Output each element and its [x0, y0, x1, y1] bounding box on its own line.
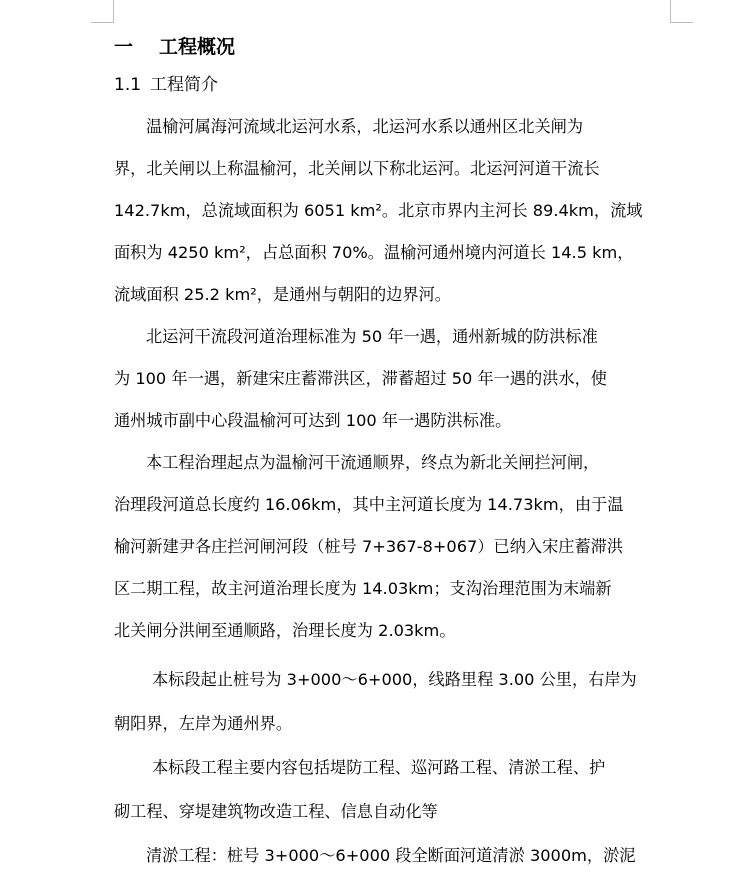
- paragraph-line: 142.7km，总流域面积为 6051 km²。北京市界内主河长 89.4km，流域: [114, 201, 643, 220]
- section-number: 一: [114, 36, 134, 58]
- paragraph-line: 北关闸分洪闸至通顺路，治理长度为 2.03km。: [114, 621, 456, 640]
- section-heading: [114, 30, 670, 64]
- subsection-number: 1.1: [114, 75, 142, 95]
- paragraph: [114, 834, 670, 876]
- paragraph-line: 朝阳界，左岸为通州界。: [114, 714, 293, 733]
- paragraph-line: 治理段河道总长度约 16.06km，其中主河道长度为 14.73km，由于温: [114, 495, 624, 514]
- paragraph-line: 面积为 4250 km²，占总面积 70%。温榆河通州境内河道长 14.5 km，: [114, 243, 634, 262]
- paragraph-line: 本工程治理起点为温榆河干流通顺界，终点为新北关闸拦河闸，: [146, 453, 600, 472]
- paragraph-line: 温榆河属海河流域北运河水系，北运河水系以通州区北关闸为: [146, 117, 584, 136]
- paragraph-line: 清淤工程：桩号 3+000～6+000 段全断面河道清淤 3000m，淤泥: [146, 846, 636, 865]
- paragraph-line: 本标段工程主要内容包括堤防工程、巡河路工程、清淤工程、护: [152, 758, 606, 777]
- paragraph-line: 为 100 年一遇，新建宋庄蓄滞洪区，滞蓄超过 50 年一遇的洪水，使: [114, 369, 607, 388]
- paragraph: [114, 106, 670, 316]
- page-corner-mark-left: [91, 0, 114, 23]
- paragraph-line: 砌工程、穿堤建筑物改造工程、信息自动化等: [114, 802, 438, 821]
- section-title: 工程概况: [159, 36, 236, 58]
- paragraph-line: 通州城市副中心段温榆河可达到 100 年一遇防洪标准。: [114, 411, 512, 430]
- page-corner-mark-right: [670, 0, 693, 23]
- subsection-title: 工程简介: [150, 75, 218, 95]
- paragraph-line: 区二期工程，故主河道治理长度为 14.03km；支沟治理范围为末端新: [114, 579, 612, 598]
- paragraph: [114, 442, 670, 652]
- paragraph-line: 北运河干流段河道治理标准为 50 年一遇，通州新城的防洪标准: [146, 327, 598, 346]
- paragraph: [114, 316, 670, 442]
- paragraph: [114, 658, 670, 746]
- paragraph-line: 榆河新建尹各庄拦河闸河段（桩号 7+367-8+067）已纳入宋庄蓄滞洪: [114, 537, 624, 556]
- paragraph-line: 本标段起止桩号为 3+000～6+000，线路里程 3.00 公里，右岸为: [152, 670, 637, 689]
- document-body: [114, 30, 670, 876]
- subsection-heading: [114, 64, 670, 106]
- paragraph-line: 界，北关闸以上称温榆河，北关闸以下称北运河。北运河河道干流长: [114, 159, 600, 178]
- paragraph-line: 流域面积 25.2 km²，是通州与朝阳的边界河。: [114, 285, 451, 304]
- paragraph: [114, 746, 670, 834]
